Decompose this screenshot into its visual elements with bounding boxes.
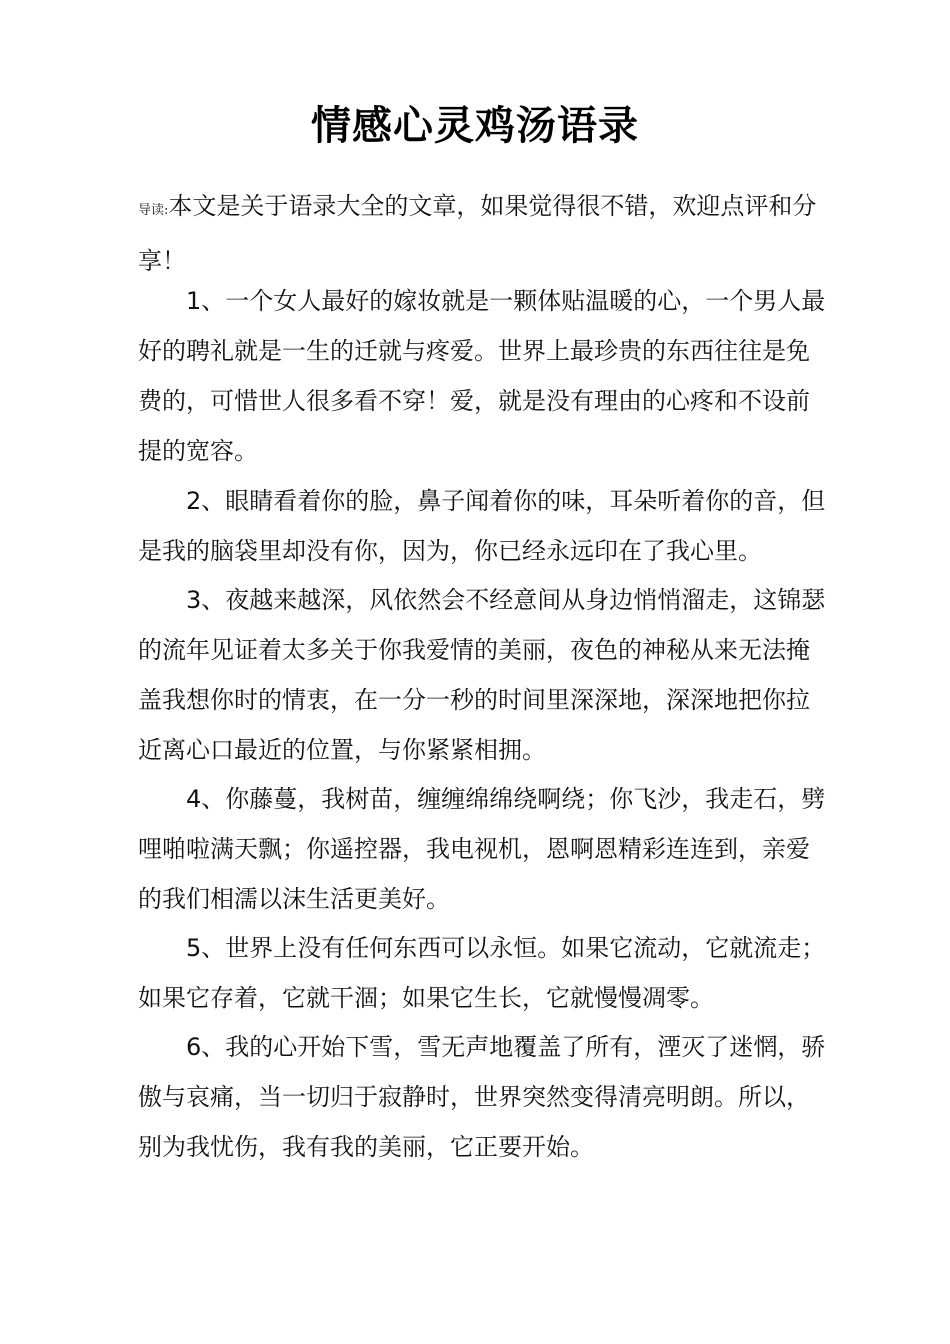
quote-paragraph-3: 3、夜越来越深，风依然会不经意间从身边悄悄溜走，这锦瑟的流年见证着太多关于你我爱情的美丽，夜色的神秘从来无法掩盖我想你时的情衷，在一分一秒的时间里深深地，深深地把你拉近离心口最近的位置，与你紧紧相拥。 [138, 586, 826, 764]
quote-paragraph-6: 6、我的心开始下雪，雪无声地覆盖了所有，湮灭了迷惘，骄傲与哀痛，当一切归于寂静时，世界突然变得清亮明朗。所以，别为我忧伤，我有我的美丽，它正要开始。 [138, 1033, 826, 1161]
intro-text: 本文是关于语录大全的文章，如果觉得很不错，欢迎点评和分享！ [138, 192, 817, 275]
quote-paragraph-2: 2、眼睛看着你的脸，鼻子闻着你的味，耳朵听着你的音，但是我的脑袋里却没有你，因为，你已经永远印在了我心里。 [138, 487, 826, 565]
quote-paragraph-4: 4、你藤蔓，我树苗，缠缠绵绵绕啊绕；你飞沙，我走石，劈哩啪啦满天飘；你遥控器，我电视机，恩啊恩精彩连连到，亲爱的我们相濡以沫生活更美好。 [138, 785, 826, 913]
quote-paragraph-5: 5、世界上没有任何东西可以永恒。如果它流动，它就流走；如果它存着，它就干涸；如果它生长，它就慢慢凋零。 [138, 934, 826, 1012]
quote-paragraph-1: 1、一个女人最好的嫁妆就是一颗体贴温暖的心，一个男人最好的聘礼就是一生的迁就与疼爱。世界上最珍贵的东西往往是免费的，可惜世人很多看不穿！爱，就是没有理由的心疼和不设前提的宽容。 [138, 287, 826, 465]
intro-label: 导读: [138, 203, 169, 218]
page-title: 情感心灵鸡汤语录 [311, 103, 639, 149]
intro-paragraph [138, 181, 818, 286]
